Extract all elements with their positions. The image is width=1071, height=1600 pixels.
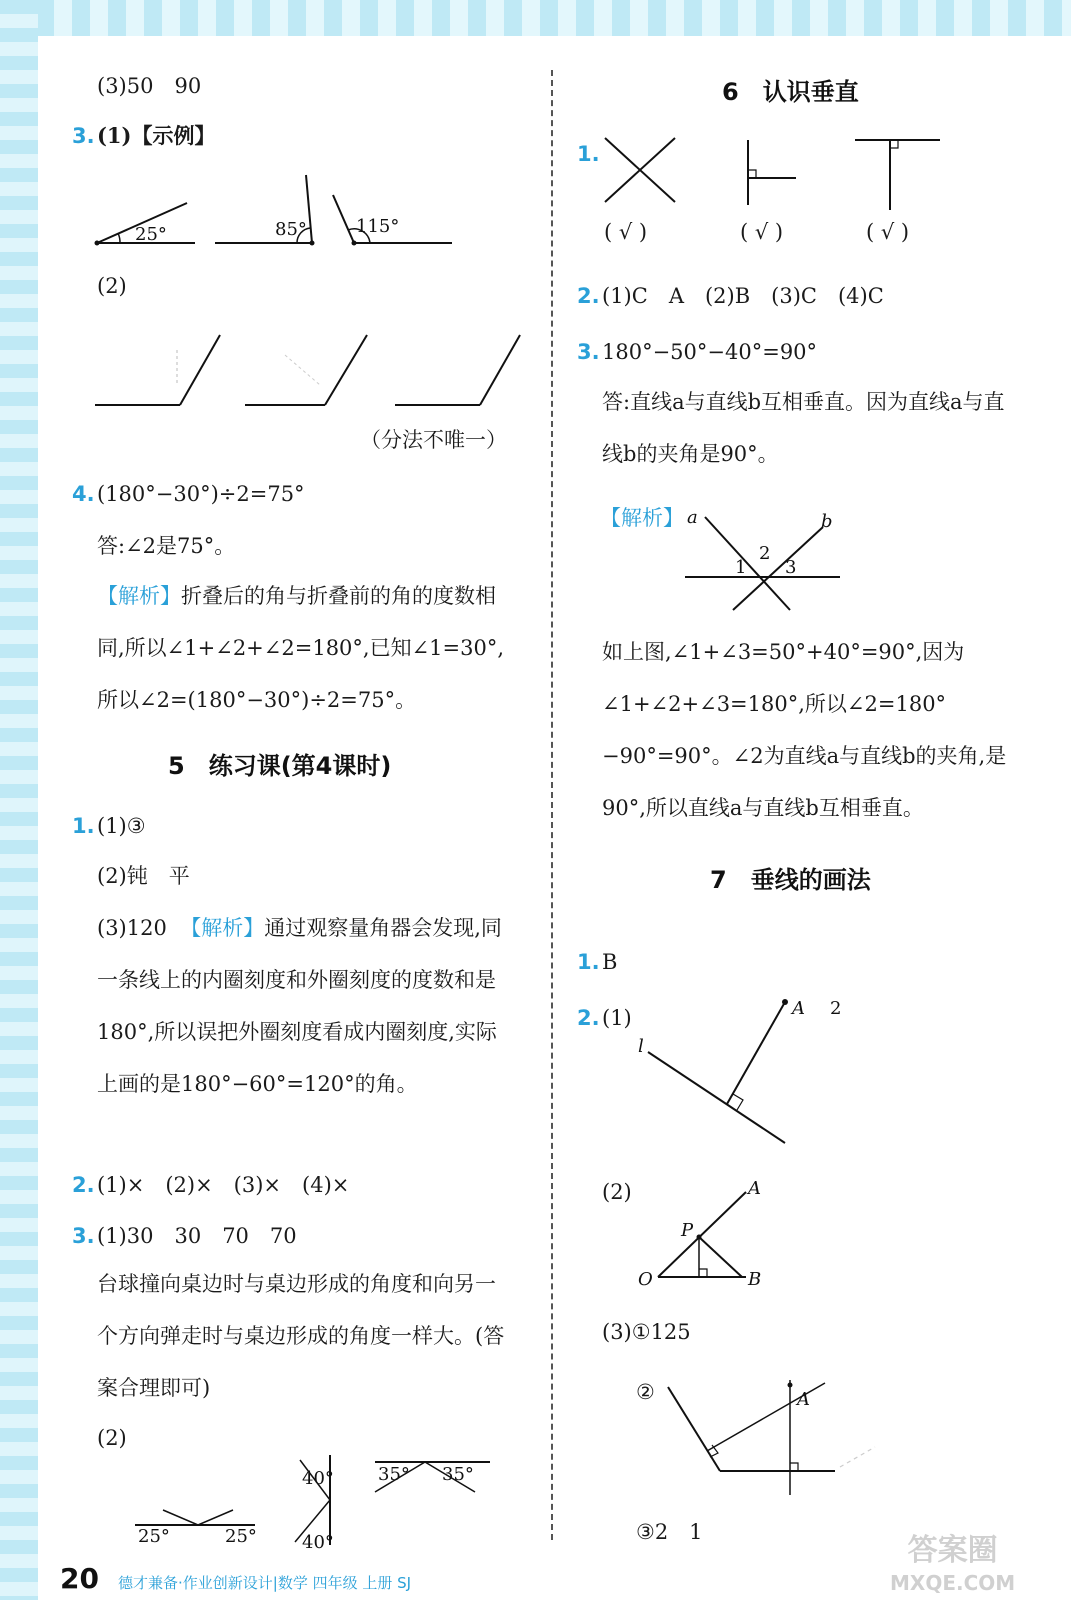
analysis-tag: 【解析】 [97,584,181,608]
angle-label: 25° [135,224,167,245]
question-number: 4. [72,482,95,506]
judgement-mark: ( √ ) [604,220,648,244]
perpendicular-judgement-figure [600,130,960,210]
equation: 180°−50°−40°=90° [602,340,818,364]
angle-label: 40° [302,1532,334,1553]
angle-label: 25° [138,1526,170,1547]
section-title: 6 认识垂直 [722,78,859,106]
answer-line: (2) [97,274,127,298]
answer-line: (2) [602,1180,632,1204]
answer-line: (1)30 30 70 70 [97,1224,297,1248]
line-label: b [821,511,833,532]
column-divider [551,70,553,1540]
answer-line: (1)C A (2)B (3)C (4)C [602,284,884,308]
angle-label: 1 [735,557,747,578]
point-label: A [797,1389,810,1410]
point-label: A [748,1178,761,1199]
angle-label: 3 [785,557,797,578]
angle-label: 115° [356,216,400,237]
page-number: 20 [60,1562,99,1595]
perpendicular-lines-figure [660,1375,900,1505]
angle-label: 25° [225,1526,257,1547]
answer-line: B [602,950,618,974]
answer-line: ③2 1 [636,1520,703,1544]
answer-line: (1)× (2)× (3)× (4)× [97,1173,350,1197]
answer-value: 2 [830,998,842,1019]
analysis-paragraph [97,902,515,1110]
note-text: （分法不唯一） [360,428,507,452]
answer-line: (1)【示例】 [97,123,216,148]
answer-line: (1) [602,1006,632,1030]
question-number: 1. [577,950,600,974]
answer-paragraph: 台球撞向桌边时与桌边形成的角度和向另一个方向弹走时与桌边形成的角度一样大。(答案合理即可) [97,1272,505,1400]
answer-line: (1)③ [97,814,146,838]
answer-line: (2) [97,1426,127,1450]
sub-item-marker: ② [636,1380,655,1404]
watermark-line: MXQE.COM [890,1571,1016,1595]
angle-example-figure [90,170,470,260]
question-number: 2. [577,284,600,308]
footer-text: 德才兼备·作业创新设计|数学 四年级 上册 SJ [118,1574,412,1592]
point-label: O [638,1269,653,1290]
analysis-text: 如上图,∠1+∠3=50°+40°=90°,因为∠1+∠2+∠3=180°,所以∠2=180°−90°=90°。∠2为直线a与直线b的夹角,是90°,所以直线a与直线b互相垂直。 [602,640,1007,820]
line-label: l [638,1036,644,1057]
perpendicular-from-point-figure [630,990,870,1150]
analysis-text: 通过观察量角器会发现,同一条线上的内圈刻度和外圈刻度的度数和是180°,所以误把外圈刻度看成内圈刻度,实际上画的是180°−60°=120°的角。 [97,916,502,1096]
angle-division-figure [95,330,525,410]
point-label: P [681,1220,694,1241]
decorative-top-border [0,0,1071,36]
point-label: A [792,998,805,1019]
angle-label: 35° [378,1464,410,1485]
question-number: 3. [577,340,600,364]
question-number: 2. [577,1006,600,1030]
line-label: a [687,507,698,528]
point-label: B [748,1269,762,1290]
answer-line: (3)①125 [602,1320,691,1344]
question-number: 1. [72,814,95,838]
judgement-mark: ( √ ) [866,220,910,244]
question-number: 2. [72,1173,95,1197]
watermark-line: 答案圈 [907,1533,998,1568]
section-title: 7 垂线的画法 [710,866,871,894]
answer-line: 答:∠2是75°。 [97,534,236,558]
answer-paragraph: 答:直线a与直线b互相垂直。因为直线a与直线b的夹角是90°。 [602,390,1005,466]
decorative-left-border [0,0,38,1600]
answer-line: (2)钝 平 [97,864,190,888]
intersecting-lines-figure [685,505,845,615]
judgement-mark: ( √ ) [740,220,784,244]
billiard-reflection-figure [130,1450,510,1553]
section-title: 5 练习课(第4课时) [168,752,392,780]
question-number: 3. [72,1224,95,1248]
answer-value: (3)120 [97,916,167,940]
angle-label: 85° [275,219,307,240]
question-number: 1. [577,142,600,166]
triangle-height-figure [636,1180,786,1290]
analysis-tag: 【解析】 [180,916,265,940]
equation: (180°−30°)÷2=75° [97,482,305,506]
analysis-text: 折叠后的角与折叠前的角的度数相同,所以∠1+∠2+∠2=180°,已知∠1=30°,所以∠2=(180°−30°)÷2=75°。 [97,584,505,712]
angle-label: 2 [759,543,771,564]
angle-label: 35° [442,1464,474,1485]
answer-line: (3)50 90 [97,74,202,98]
angle-label: 40° [302,1468,334,1489]
analysis-paragraph [97,570,515,726]
question-number: 3. [72,124,95,148]
analysis-tag: 【解析】 [600,506,684,530]
watermark [890,1535,1015,1599]
